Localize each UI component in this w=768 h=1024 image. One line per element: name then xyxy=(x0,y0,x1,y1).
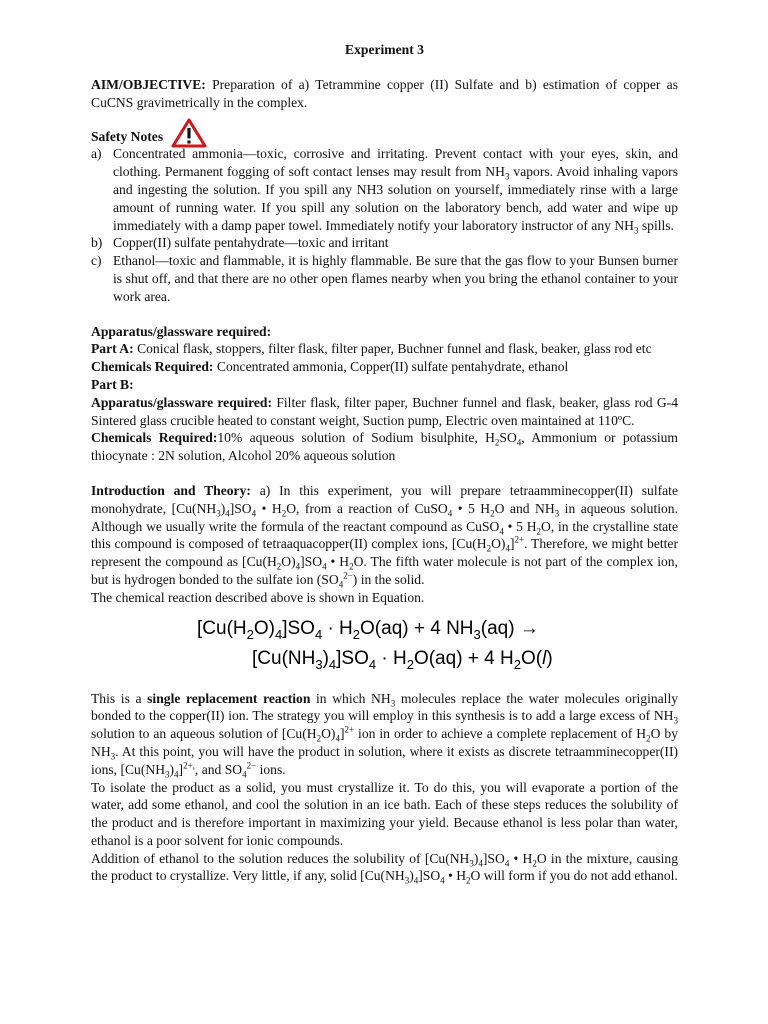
subscript: 4 xyxy=(242,769,247,780)
text-run: · H xyxy=(322,617,353,639)
subscript: 2 xyxy=(486,544,492,555)
part-a-paragraph xyxy=(91,340,678,358)
subscript: 2 xyxy=(536,526,542,537)
subscript: 4 xyxy=(251,508,257,519)
text-run: ions. xyxy=(256,761,286,777)
subscript: 2 xyxy=(513,656,521,672)
text-run: molecules replace the water molecules originally bonded to the copper(II) ion. The strategy you will employ in this synthesis is to add a large excess of NH xyxy=(91,690,679,724)
text-run: • H xyxy=(509,850,533,866)
intro-text: ]SO xyxy=(229,500,252,516)
subscript: 4 xyxy=(516,438,522,449)
subscript: 3 xyxy=(554,508,560,519)
subscript: 4 xyxy=(335,733,340,744)
warning-triangle-icon xyxy=(171,118,207,148)
text-run: O will form if you do not add ethanol. xyxy=(470,868,678,884)
superscript: 2+ xyxy=(344,724,355,735)
crystallize-paragraph: To isolate the product as a solid, you must crystallize it. To do this, you will evaporate a portion of the water, add some ethanol, and cool the solution in an ice bath. Each of these steps reduces the solubility of the product and is therefore important in maximizing your yield. Because ethanol is less polar than water, ethanol is a poor solvent for ionic compounds. xyxy=(91,779,678,848)
subscript: 3 xyxy=(673,716,678,727)
intro-text: O, in the crystalline state this compound is composed of tetraaquacopper(II) complex ions, [Cu(H xyxy=(91,518,678,552)
superscript: 2− xyxy=(246,760,257,771)
safety-text: Ethanol—toxic and flammable, it is highly flammable. Be sure that the gas flow to your Bunsen burner is shut off, and that there are no other open flames nearby when you bring the ethanol container to your work area. xyxy=(113,253,678,304)
apparatus-b-text: Filter flask, filter paper, Buchner funnel and flask, beaker, glass rod G-4 Sintered glass crucible heated to constant weight, Suction pump, Electric oven maintained at 110ºC. xyxy=(91,394,678,428)
apparatus-heading-text: Apparatus/glassware required: xyxy=(91,323,272,339)
equation-intro: The chemical reaction described above is shown in Equation. xyxy=(91,589,425,605)
text-run: • H xyxy=(444,868,467,884)
text-run: [Cu(NH xyxy=(252,647,316,669)
subscript: 2 xyxy=(276,561,282,572)
subscript: 4 xyxy=(478,858,483,869)
list-marker: c) xyxy=(91,253,102,269)
equation-line-2 xyxy=(252,644,678,674)
apparatus-b-label: Apparatus/glassware required: xyxy=(91,394,273,410)
text-run: This is a xyxy=(91,690,148,706)
subscript: 4 xyxy=(440,876,445,887)
intro-text: ) xyxy=(220,500,226,516)
intro-text: ] xyxy=(509,536,515,552)
superscript: 2− xyxy=(343,570,353,581)
subscript: 3 xyxy=(504,171,510,182)
subscript: 4 xyxy=(225,508,230,519)
intro-text: O and NH xyxy=(494,500,555,516)
subscript: 2 xyxy=(352,626,361,642)
intro-label: Introduction and Theory: xyxy=(91,482,251,498)
intro-text: • 5 H xyxy=(452,500,491,516)
text-run: ) xyxy=(322,647,329,669)
subscript: 3 xyxy=(165,769,170,780)
subscript: 2 xyxy=(349,561,354,572)
text-run: · H xyxy=(376,647,407,669)
safety-text: Concentrated ammonia—toxic, corrosive and irritating. Prevent contact with your eyes, skin, and clothing. Permanent fogging of soft contact lenses may result from NH xyxy=(113,146,678,180)
text-run: [Cu(H xyxy=(197,617,247,639)
apparatus-heading xyxy=(91,323,678,341)
text-run: O(aq) + 4 NH xyxy=(360,617,474,639)
text-run: ]SO xyxy=(418,868,441,884)
chemicals-b-paragraph xyxy=(91,429,678,465)
safety-text: Copper(II) sulfate pentahydrate—toxic and irritant xyxy=(113,235,389,251)
subscript: 2 xyxy=(532,858,537,869)
subscript: 2 xyxy=(246,626,254,642)
superscript: 2+ xyxy=(514,534,525,545)
aim-text: Preparation of a) Tetrammine copper (II) Sulfate and b) estimation of copper as CuCNS gravimetrically in the complex. xyxy=(91,76,678,110)
text-run: O( xyxy=(520,647,543,669)
subscript: 2 xyxy=(316,733,322,744)
text-run: ]SO xyxy=(482,850,505,866)
text-run: O) xyxy=(253,617,275,639)
intro-text: a) In this experiment, you will prepare tetraamminecopper(II) sulfate monohydrate, [Cu(NH xyxy=(91,482,678,516)
text-run: ]SO xyxy=(282,617,315,639)
subscript: 4 xyxy=(447,508,453,519)
text-run: ]SO xyxy=(336,647,369,669)
subscript: 4 xyxy=(368,656,377,672)
subscript: 4 xyxy=(295,561,301,572)
intro-text: in aqueous solution. Although we usually write the formula of the reactant compound as CuSO xyxy=(91,500,678,534)
text-run: ) xyxy=(169,761,175,777)
intro-text: • H xyxy=(326,554,350,570)
subscript: 4 xyxy=(174,769,179,780)
chemicals-a-text: Concentrated ammonia, Copper(II) sulfate pentahydrate, ethanol xyxy=(216,359,569,375)
text-run: O(aq) + 4 H xyxy=(413,647,514,669)
safety-heading-row xyxy=(91,119,678,145)
subscript: 4 xyxy=(274,626,283,642)
subscript: 3 xyxy=(390,698,396,709)
chemicals-b-text: SO xyxy=(499,430,517,446)
safety-text: spills. xyxy=(638,217,674,233)
subscript: 4 xyxy=(314,626,323,642)
chemicals-a-paragraph xyxy=(91,358,678,376)
text-run: ] xyxy=(339,726,345,742)
subscript: 3 xyxy=(216,508,221,519)
subscript: 4 xyxy=(505,544,510,555)
ethanol-paragraph xyxy=(91,850,678,886)
text-run: solution to an aqueous solution of [Cu(H xyxy=(91,726,317,742)
replacement-paragraph xyxy=(91,690,678,779)
text-run: ) xyxy=(409,868,414,884)
text-run: O by NH xyxy=(91,726,678,759)
safety-item-a xyxy=(91,145,678,234)
apparatus-b-paragraph xyxy=(91,394,678,430)
aim-paragraph xyxy=(91,76,678,112)
document-body xyxy=(91,41,678,885)
subscript: 2 xyxy=(466,876,471,887)
intro-text: ]SO xyxy=(300,554,323,570)
text-run: ) xyxy=(546,647,553,669)
subscript: 3 xyxy=(633,225,639,236)
intro-text: O) xyxy=(281,554,296,570)
text-run: (aq) → xyxy=(480,617,539,639)
intro-paragraph xyxy=(91,482,678,589)
chemicals-a-label: Chemicals Required: xyxy=(91,359,214,375)
subscript: 2 xyxy=(490,508,495,519)
subscript: 3 xyxy=(469,858,474,869)
safety-item-b xyxy=(91,234,678,252)
chemicals-b-label: Chemicals Required: xyxy=(91,430,218,446)
text-run: ) xyxy=(473,850,479,866)
text-run: . At this point, you will have the product in solution, where it exists as discrete tetraamminecopper(II) ions, [Cu(NH xyxy=(91,743,678,777)
subscript: 4 xyxy=(413,876,419,887)
subscript: 3 xyxy=(315,656,323,672)
intro-text: • H xyxy=(256,500,282,516)
subscript: 4 xyxy=(328,656,337,672)
equation-line-1 xyxy=(197,614,678,644)
subscript: 3 xyxy=(404,876,410,887)
safety-text: vapors. Avoid inhaling vapors and ingesting the solution. If you spill any NH3 solution on yourself, immediately rinse with a large amount of running water. If you spill any solution on the laboratory bench, add water and wipe up immediately with a damp paper towel. Immediately notify your laboratory instructor of any NH xyxy=(113,164,678,233)
subscript: 4 xyxy=(504,858,510,869)
chemicals-b-text: , Ammonium or potassium thiocynate : 2N solution, Alcohol 20% aqueous solution xyxy=(91,430,679,464)
part-b-heading xyxy=(91,376,678,394)
text-run: , and SO xyxy=(194,761,243,777)
part-b-label: Part B: xyxy=(91,376,134,392)
superscript: 2+, xyxy=(183,760,195,771)
intro-text: O) xyxy=(491,536,506,552)
text-run: in which NH xyxy=(310,690,391,706)
text-run: ] xyxy=(178,761,184,777)
intro-text: . Therefore, we might better represent the compound as [Cu(H xyxy=(91,536,678,570)
intro-text: • 5 H xyxy=(503,518,537,534)
intro-text: O, from a reaction of CuSO xyxy=(286,500,448,516)
part-a-label: Part A: xyxy=(91,341,134,357)
list-marker: a) xyxy=(91,146,102,162)
page-title: Experiment 3 xyxy=(345,42,424,57)
safety-heading: Safety Notes xyxy=(91,128,164,144)
text-run: O) xyxy=(321,726,336,742)
chemicals-b-text: 10% aqueous solution of Sodium bisulphite, H xyxy=(217,430,495,446)
subscript: 3 xyxy=(473,626,481,642)
safety-list xyxy=(91,145,678,305)
part-a-text: Conical flask, stoppers, filter flask, filter paper, Buchner funnel and flask, beaker, glass rod etc xyxy=(137,341,652,357)
key-term: single replacement reaction xyxy=(147,690,311,706)
subscript: 4 xyxy=(322,561,327,572)
subscript: 4 xyxy=(499,526,504,537)
subscript: 2 xyxy=(494,438,500,449)
subscript: 2 xyxy=(281,508,287,519)
subscript: 2 xyxy=(646,733,651,744)
intro-text: ) in the solid. xyxy=(352,571,425,587)
text-run: Addition of ethanol to the solution reduces the solubility of [Cu(NH xyxy=(91,850,470,866)
intro-text: O. The fifth water molecule is not part of the complex ion, but is hydrogen bonded to the sulfate ion (SO xyxy=(91,554,678,587)
text-run: O in the mixture, causing the product to crystallize. Very little, if any, solid [Cu(NH xyxy=(91,850,679,884)
subscript: 2 xyxy=(406,656,414,672)
list-marker: b) xyxy=(91,235,103,251)
text-run: ion in order to achieve a complete replacement of H xyxy=(354,726,647,742)
subscript: 3 xyxy=(110,751,116,762)
aim-label: AIM/OBJECTIVE: xyxy=(91,76,206,92)
safety-item-c xyxy=(91,252,678,305)
text-run: l xyxy=(542,647,547,669)
subscript: 4 xyxy=(338,579,344,590)
